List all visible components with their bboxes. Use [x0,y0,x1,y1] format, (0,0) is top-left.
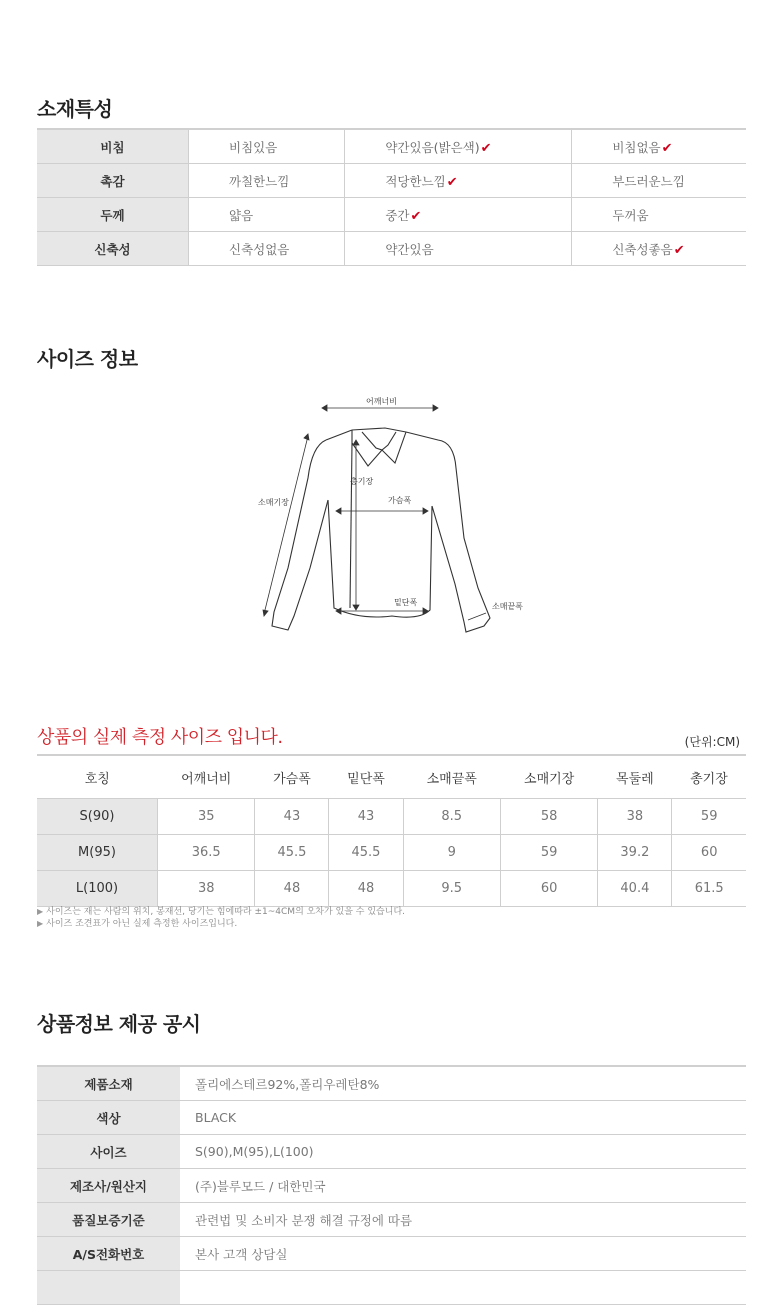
measure-lines [263,405,486,620]
size-value-cell: 40.4 [598,871,672,907]
product-info-row [37,1271,746,1305]
material-option-text: 적당한느낌 [385,173,446,189]
material-option [572,129,746,164]
product-info-label: 제조사/원산지 [37,1169,180,1203]
material-row [37,164,746,198]
size-header-cell: 목둘레 [598,755,672,799]
check-icon: ✔ [661,140,673,156]
size-value-cell: 36.5 [158,835,255,871]
size-header-cell: 소매끝폭 [403,755,500,799]
product-info-row [37,1237,746,1271]
label-total-length: 총기장 [350,477,374,486]
product-info-label: 제품소재 [37,1066,180,1101]
product-info-value: 본사 고객 상담실 [180,1237,746,1271]
size-row [37,799,746,835]
material-section-title: 소재특성 [37,97,113,121]
material-option [189,232,345,266]
material-option [345,198,572,232]
size-row-label: L(100) [37,871,158,907]
product-info-value: S(90),M(95),L(100) [180,1135,746,1169]
size-header-cell: 밑단폭 [329,755,403,799]
size-value-cell: 35 [158,799,255,835]
size-row-label: S(90) [37,799,158,835]
size-value-cell: 38 [158,871,255,907]
product-info-label: 품질보증기준 [37,1203,180,1237]
material-option [572,198,746,232]
product-info-label: A/S전화번호 [37,1237,180,1271]
size-value-cell: 9.5 [403,871,500,907]
size-header-cell: 어깨너비 [158,755,255,799]
bullet-arrow-icon: ▶ [37,919,44,928]
size-table [37,754,746,907]
material-option [345,232,572,266]
size-value-cell: 43 [255,799,329,835]
product-info-row [37,1135,746,1169]
size-value-cell: 45.5 [255,835,329,871]
material-option-text: 신축성없음 [229,241,290,257]
size-value-cell: 38 [598,799,672,835]
size-value-cell: 8.5 [403,799,500,835]
material-option-text: 비침없음 [612,139,661,155]
material-option-text: 두꺼움 [612,207,649,223]
size-value-cell: 48 [329,871,403,907]
size-value-cell: 48 [255,871,329,907]
check-icon: ✔ [446,174,458,190]
product-info-value: 폴리에스테르92%,폴리우레탄8% [180,1066,746,1101]
bullet-arrow-icon: ▶ [37,907,44,916]
product-info-label: 사이즈 [37,1135,180,1169]
material-row [37,129,746,164]
product-info-title: 상품정보 제공 공시 [37,1012,201,1036]
product-info-value: 관련법 및 소비자 분쟁 해결 규정에 따름 [180,1203,746,1237]
material-option [189,129,345,164]
product-info-row [37,1101,746,1135]
material-row-label: 두께 [37,198,189,232]
check-icon: ✔ [410,208,422,224]
size-header-cell: 총기장 [672,755,746,799]
size-note-text: 사이즈는 재는 사람의 위치, 봉재선, 당기는 힘에따라 ±1~4CM의 오차가 있을 수 있습니다. [46,907,406,917]
check-icon: ✔ [480,140,492,156]
product-info-label: 색상 [37,1101,180,1135]
material-row-label: 신축성 [37,232,189,266]
material-option [345,164,572,198]
size-note-text: 사이즈 조견표가 아닌 실제 측정한 사이즈입니다. [46,919,238,929]
product-info-table [37,1065,746,1305]
label-cuff: 소매끝폭 [492,602,523,611]
material-option-text: 약간있음 [385,241,434,257]
product-info-label [37,1271,180,1305]
material-option [189,198,345,232]
material-row [37,232,746,266]
material-option [572,232,746,266]
size-value-cell: 43 [329,799,403,835]
check-icon: ✔ [673,242,685,258]
measure-title: 상품의 실제 측정 사이즈 입니다. [37,727,283,748]
size-section-title: 사이즈 정보 [37,347,138,371]
unit-label: (단위:CM) [684,735,740,749]
material-option-text: 약간있음(밝은색) [385,139,480,155]
material-option [345,129,572,164]
size-value-cell: 45.5 [329,835,403,871]
product-info-row [37,1066,746,1101]
size-value-cell: 60 [500,871,597,907]
product-info-value: (주)블루모드 / 대한민국 [180,1169,746,1203]
size-header-cell: 가슴폭 [255,755,329,799]
size-header-cell: 호칭 [37,755,158,799]
size-row-label: M(95) [37,835,158,871]
label-hem: 밑단폭 [394,598,418,607]
garment-diagram [250,388,540,638]
product-info-value [180,1271,746,1305]
product-info-row [37,1203,746,1237]
material-option [189,164,345,198]
material-option-text: 까칠한느낌 [229,173,290,189]
material-table [37,128,746,266]
size-notes [37,906,405,930]
label-chest: 가슴폭 [388,496,412,505]
material-option-text: 부드러운느낌 [612,173,685,189]
size-value-cell: 61.5 [672,871,746,907]
size-value-cell: 59 [672,799,746,835]
size-value-cell: 39.2 [598,835,672,871]
size-row [37,835,746,871]
material-option-text: 비침있음 [229,139,278,155]
jacket-outline [272,428,490,632]
size-value-cell: 58 [500,799,597,835]
material-row-label: 촉감 [37,164,189,198]
size-value-cell: 59 [500,835,597,871]
label-shoulder: 어깨너비 [366,397,397,406]
product-info-row [37,1169,746,1203]
size-note [37,918,405,930]
material-option-text: 중간 [385,207,410,223]
material-row-label: 비침 [37,129,189,164]
product-info-value: BLACK [180,1101,746,1135]
size-value-cell: 60 [672,835,746,871]
size-value-cell: 9 [403,835,500,871]
size-header-cell: 소매기장 [500,755,597,799]
material-option-text: 신축성좋음 [612,241,673,257]
material-option-text: 얇음 [229,207,254,223]
size-note [37,906,405,918]
material-row [37,198,746,232]
material-option [572,164,746,198]
label-sleeve-length: 소매기장 [258,498,289,507]
size-row [37,871,746,907]
